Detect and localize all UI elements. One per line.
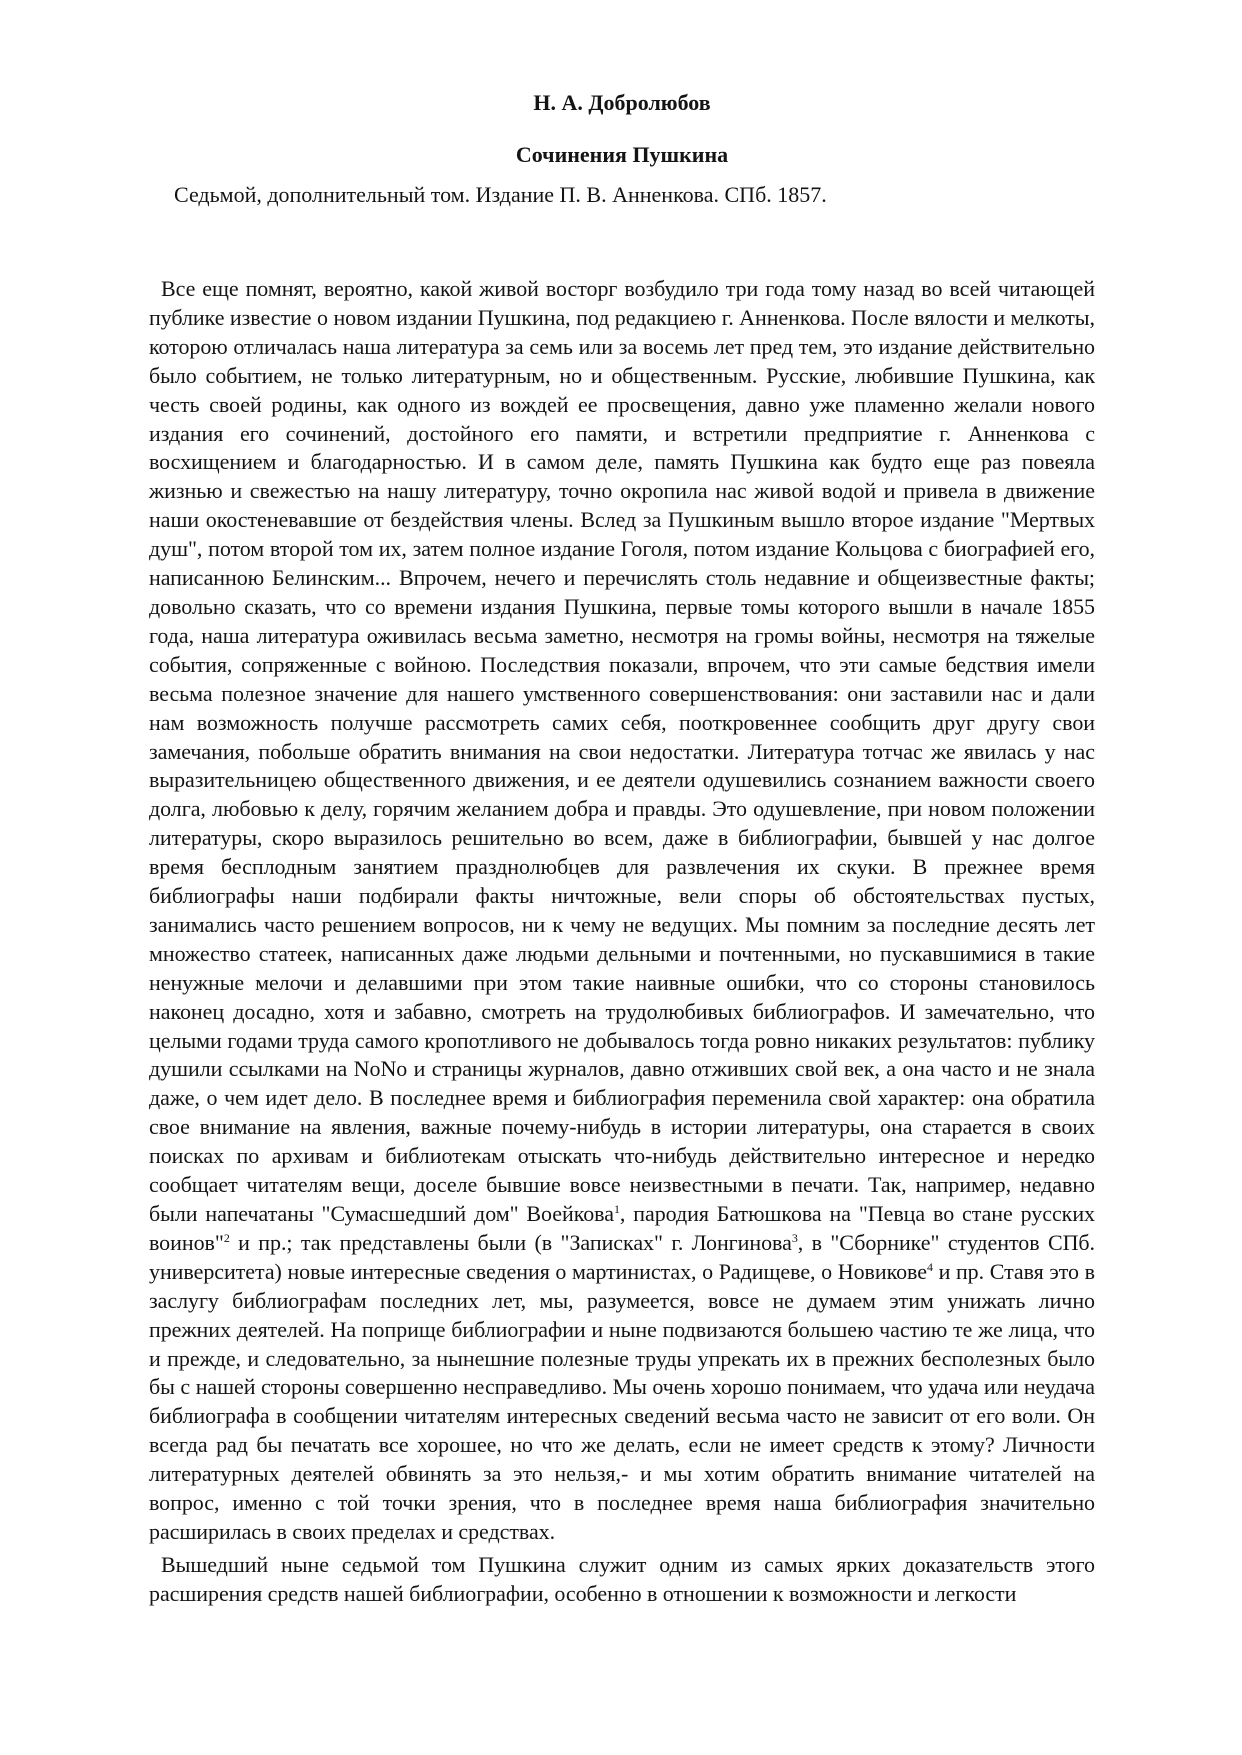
footnote-ref-1[interactable]: 1 <box>613 1202 620 1216</box>
paragraph-1-part-2: , пародия Батюшкова на "Певца во стане русских воинов" <box>149 1201 1095 1255</box>
document-subtitle: Седьмой, дополнительный том. Издание П. В. Анненкова. СПб. 1857. <box>174 182 827 207</box>
paragraph-1-part-3: и пр.; так представлены были (в "Записках" г. Лонгинова <box>229 1229 792 1255</box>
paragraph-1 <box>149 275 1095 1547</box>
footnote-ref-3[interactable]: 3 <box>791 1230 798 1245</box>
document-title: Сочинения Пушкина <box>515 142 729 167</box>
document-page <box>149 88 1095 1609</box>
paragraph-1-part-1: Все еще помнят, вероятно, какой живой восторг возбудило три года тому назад во всей читающей публике известие о новом издании Пушкина, под редакциею г. Анненкова. После вялости и мелкоты, которою отличалась наша литература за семь или за восемь лет пред тем, это издание действительно было событием, не только литературным, но и общественным. Русские, любившие Пушкина, как честь своей родины, как одного из вождей ее просвещения, давно уже пламенно желали нового издания его сочинений, достойного его памяти, и встретили предприятие г. Анненкова с восхищением и благодарностью. И в самом деле, память Пушкина как будто еще раз повеяла жизнью и свежестью на нашу литературу, точно окропила нас живой водой и привела в движение наши окостеневавшие от бездействия члены. Вслед за Пушкиным вышло второе издание "Мертвых душ", потом второй том их, затем полное издание Гоголя, потом издание Кольцова с биографией его, написанною Белинским... Впрочем, нечего и перечислять столь недавние и общеизвестные факты; довольно сказать, что со времени издания Пушкина, первые томы которого вышли в начале 1855 года, наша литература оживилась весьма заметно, несмотря на громы войны, несмотря на тяжелые события, сопряженные с войною. Последствия показали, впрочем, что эти самые бедствия имели весьма полезное значение для нашего умственного совершенствования: они заставили нас и дали нам возможность получше рассмотреть самих себя, пооткровеннее сообщить друг другу свои замечания, побольше обратить внимания на свои недостатки. Литература тотчас же явилась у нас выразительницею общественного движения, и ее деятели одушевились сознанием важности своего долга, любовью к делу, горячим желанием добра и правды. Это одушевление, при новом положении литературы, скоро выразилось решительно во всем, даже в библиографии, бывшей у нас долгое время бесплодным занятием празднолюбцев для развлечения их скуки. В прежнее время библиографы наши подбирали факты ничтожные, вели споры об обстоятельствах пустых, занимались часто решением вопросов, ни к чему не ведущих. Мы помним за последние десять лет множество статеек, написанных даже людьми дельными и почтенными, но пускавшимися в такие ненужные мелочи и делавшими при этом такие наивные ошибки, что со стороны становилось наконец досадно, хотя и забавно, смотреть на трудолюбивых библиографов. И замечательно, что целыми годами труда самого кропотливого не добывалось тогда ровно никаких результатов: публику душили ссылками на NoNo и страницы журналов, давно отживших свой век, а она часто и не знала даже, о чем идет дело. В последнее время и библиография переменила свой характер: она обратила свое внимание на явления, важные почему-нибудь в истории литературы, она старается в своих поисках по архивам и библиотекам отыскать что-нибудь действительно интересное и нередко сообщает читателям вещи, доселе бывшие вовсе неизвестными в печати. Так, например, недавно были напечатаны "Сумасшедший дом" Воейкова <box>149 276 1095 1226</box>
paragraph-1-part-5: и пр. Ставя это в заслугу библиографам последних лет, мы, разумеется, вовсе не думаем этим унижать лично прежних деятелей. На поприще библиографии и ныне подвизаются большею частию те же лица, что и прежде, и следовательно, за нынешние полезные труды упрекать их в прежних бесполезных было бы с нашей стороны совершенно несправедливо. Мы очень хорошо понимаем, что удача или неудача библиографа в сообщении читателям интересных сведений весьма часто не зависит от его воли. Он всегда рад бы печатать все хорошее, но что же делать, если не имеет средств к этому? Личности литературных деятелей обвинять за это нельзя,- и мы хотим обратить внимание читателей на вопрос, именно с той точки зрения, что в последнее время наша библиография значительно расширилась в своих пределах и средствах. <box>149 1258 1095 1544</box>
paragraph-1-part-4: , в "Сборнике" студентов СПб. университета) новые интересные сведения о мартинистах, о Радищеве, о Новикове <box>149 1229 1095 1284</box>
footnote-ref-4[interactable]: 4 <box>926 1259 933 1274</box>
footnote-ref-2[interactable]: 2 <box>223 1230 230 1245</box>
paragraph-2: Вышедший ныне седьмой том Пушкина служит одним из самых ярких доказательств этого расширения средств нашей библиографии, особенно в отношении к возможности и легкости <box>149 1551 1095 1606</box>
body-text <box>149 275 1095 1609</box>
author-name: Н. А. Добролюбов <box>533 90 711 115</box>
